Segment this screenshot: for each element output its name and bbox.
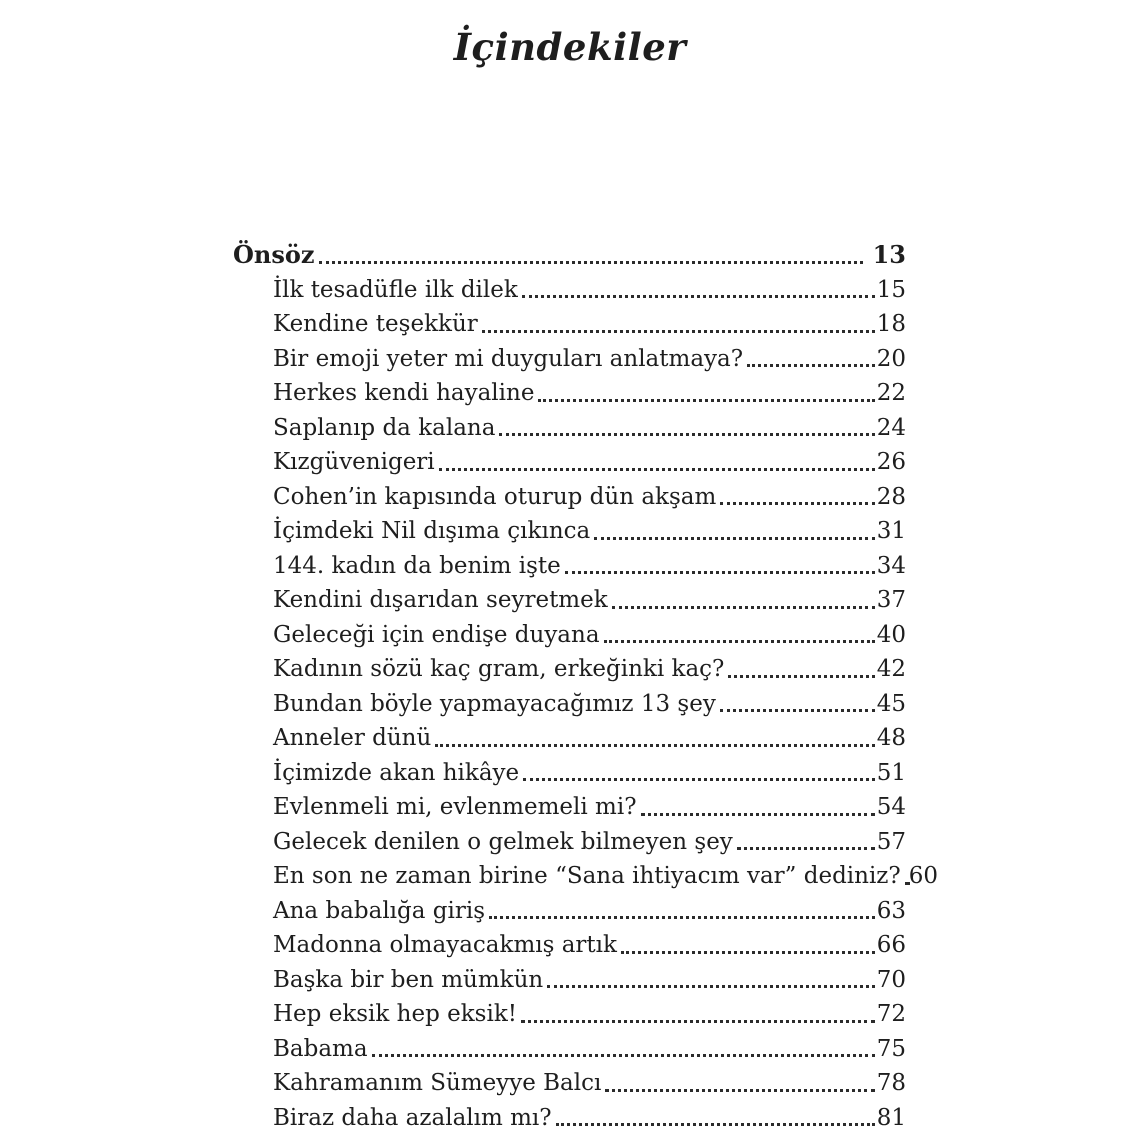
toc-entry-label: İçimizde akan hikâye <box>273 759 520 786</box>
page-title: İçindekiler <box>453 24 687 69</box>
toc-entry-page: 51 <box>876 759 906 786</box>
toc-entry-label: Babama <box>273 1035 368 1062</box>
dot-leader <box>499 433 874 436</box>
dot-leader <box>905 882 907 885</box>
toc-entry-page: 75 <box>876 1035 906 1062</box>
toc-entry <box>233 480 906 515</box>
dot-leader <box>482 330 875 333</box>
toc-entry <box>233 273 906 308</box>
toc-entry-label: Kahramanım Sümeyye Balcı <box>273 1070 602 1096</box>
toc-entry-page: 40 <box>876 621 906 648</box>
toc-entry-label: Madonna olmayacakmış artık <box>273 932 617 958</box>
toc-entry-label: Kızgüvenigeri <box>273 449 435 475</box>
toc-entry-label: Hep eksik hep eksik! <box>273 1001 518 1027</box>
toc-entry-label: Bir emoji yeter mi duyguları anlatmaya? <box>273 345 744 372</box>
toc-entry-page: 26 <box>876 449 906 475</box>
toc-entry <box>233 997 906 1032</box>
toc-entry <box>233 1066 906 1101</box>
toc-entry-page: 81 <box>876 1104 906 1131</box>
dot-leader <box>612 606 875 609</box>
toc-entry-page: 63 <box>876 897 906 924</box>
toc-entry <box>233 963 906 998</box>
toc-entry-page: 45 <box>876 690 906 717</box>
toc-entry-page: 37 <box>876 587 906 613</box>
dot-leader <box>547 985 875 988</box>
dot-leader <box>489 916 875 919</box>
dot-leader <box>594 537 874 540</box>
toc-entry-page: 57 <box>876 828 906 855</box>
toc-entry-page: 31 <box>876 518 906 544</box>
toc-entry-label: Geleceği için endişe duyana <box>273 621 600 648</box>
toc-entry <box>233 549 906 584</box>
dot-leader <box>439 468 875 471</box>
toc-entry-page: 54 <box>876 794 906 820</box>
toc-entry <box>233 376 906 411</box>
dot-leader <box>565 571 875 574</box>
toc-entry <box>233 445 906 480</box>
toc-entry <box>233 687 906 722</box>
dot-leader <box>319 261 863 264</box>
toc-entry-page: 28 <box>876 483 906 510</box>
toc-entry <box>233 342 906 377</box>
toc-entry-page: 66 <box>876 932 906 958</box>
toc-entry-page: 18 <box>876 311 906 337</box>
dot-leader <box>720 709 875 712</box>
toc-entry-label: Kendine teşekkür <box>273 311 478 337</box>
toc-entry-page: 60 <box>908 863 939 889</box>
toc-entry-label: En son ne zaman birine “Sana ihtiyacım var” dediniz? <box>273 863 901 889</box>
dot-leader <box>720 502 874 505</box>
toc-entry-label: 144. kadın da benim işte <box>273 552 561 579</box>
toc-entry-page: 78 <box>876 1070 906 1096</box>
toc-entry <box>233 238 906 273</box>
toc-entry <box>233 928 906 963</box>
toc-entry <box>233 618 906 653</box>
toc-entry-page: 24 <box>876 414 906 441</box>
dot-leader <box>556 1123 875 1126</box>
toc-list <box>233 238 939 1135</box>
toc-entry <box>233 307 906 342</box>
toc-entry <box>233 411 906 446</box>
dot-leader <box>747 364 875 367</box>
toc-entry <box>233 514 906 549</box>
toc-entry-label: Evlenmeli mi, evlenmemeli mi? <box>273 794 637 820</box>
toc-entry <box>233 790 906 825</box>
toc-entry-page: 34 <box>876 552 906 579</box>
toc-entry-label: Cohen’in kapısında oturup dün akşam <box>273 483 717 510</box>
toc-entry-label: İçimdeki Nil dışıma çıkınca <box>273 518 591 544</box>
toc-entry-label: Ana babalığa giriş <box>273 897 486 924</box>
toc-entry-label: Başka bir ben mümkün <box>273 966 544 993</box>
toc-entry-label: Anneler dünü <box>273 725 432 751</box>
toc-entry <box>233 894 906 929</box>
toc-entry-label: Önsöz <box>233 240 315 269</box>
toc-entry-page: 72 <box>876 1001 906 1027</box>
toc-entry-page: 42 <box>876 656 906 682</box>
toc-entry-label: Biraz daha azalalım mı? <box>273 1104 552 1131</box>
toc-entry <box>233 756 906 791</box>
dot-leader <box>737 847 875 850</box>
toc-entry-page: 22 <box>876 380 906 406</box>
toc-entry-page: 13 <box>872 240 906 269</box>
dot-leader <box>621 951 875 954</box>
dot-leader <box>728 675 874 678</box>
dot-leader <box>521 1020 875 1023</box>
toc-entry-page: 48 <box>876 725 906 751</box>
toc-entry-label: Kadının sözü kaç gram, erkeğinki kaç? <box>273 656 725 682</box>
dot-leader <box>522 295 875 298</box>
toc-entry-label: Kendini dışarıdan seyretmek <box>273 587 608 613</box>
toc-entry <box>233 652 906 687</box>
dot-leader <box>372 1054 875 1057</box>
toc-entry-label: Saplanıp da kalana <box>273 414 496 441</box>
toc-entry-label: Gelecek denilen o gelmek bilmeyen şey <box>273 828 733 855</box>
toc-entry <box>233 583 906 618</box>
toc-entry-page: 70 <box>876 966 906 993</box>
toc-entry <box>233 1032 906 1067</box>
dot-leader <box>604 640 875 643</box>
toc-entry <box>233 859 939 894</box>
dot-leader <box>538 399 874 402</box>
toc-entry-page: 20 <box>876 345 906 372</box>
toc-entry-label: Herkes kendi hayaline <box>273 380 535 406</box>
toc-entry <box>233 825 906 860</box>
dot-leader <box>435 744 874 747</box>
toc-entry-label: İlk tesadüfle ilk dilek <box>273 276 518 303</box>
toc-entry <box>233 721 906 756</box>
toc-entry-label: Bundan böyle yapmayacağımız 13 şey <box>273 690 716 717</box>
toc-entry <box>233 1101 906 1136</box>
dot-leader <box>605 1089 874 1092</box>
dot-leader <box>641 813 875 816</box>
dot-leader <box>523 778 875 781</box>
toc-entry-page: 15 <box>876 276 906 303</box>
